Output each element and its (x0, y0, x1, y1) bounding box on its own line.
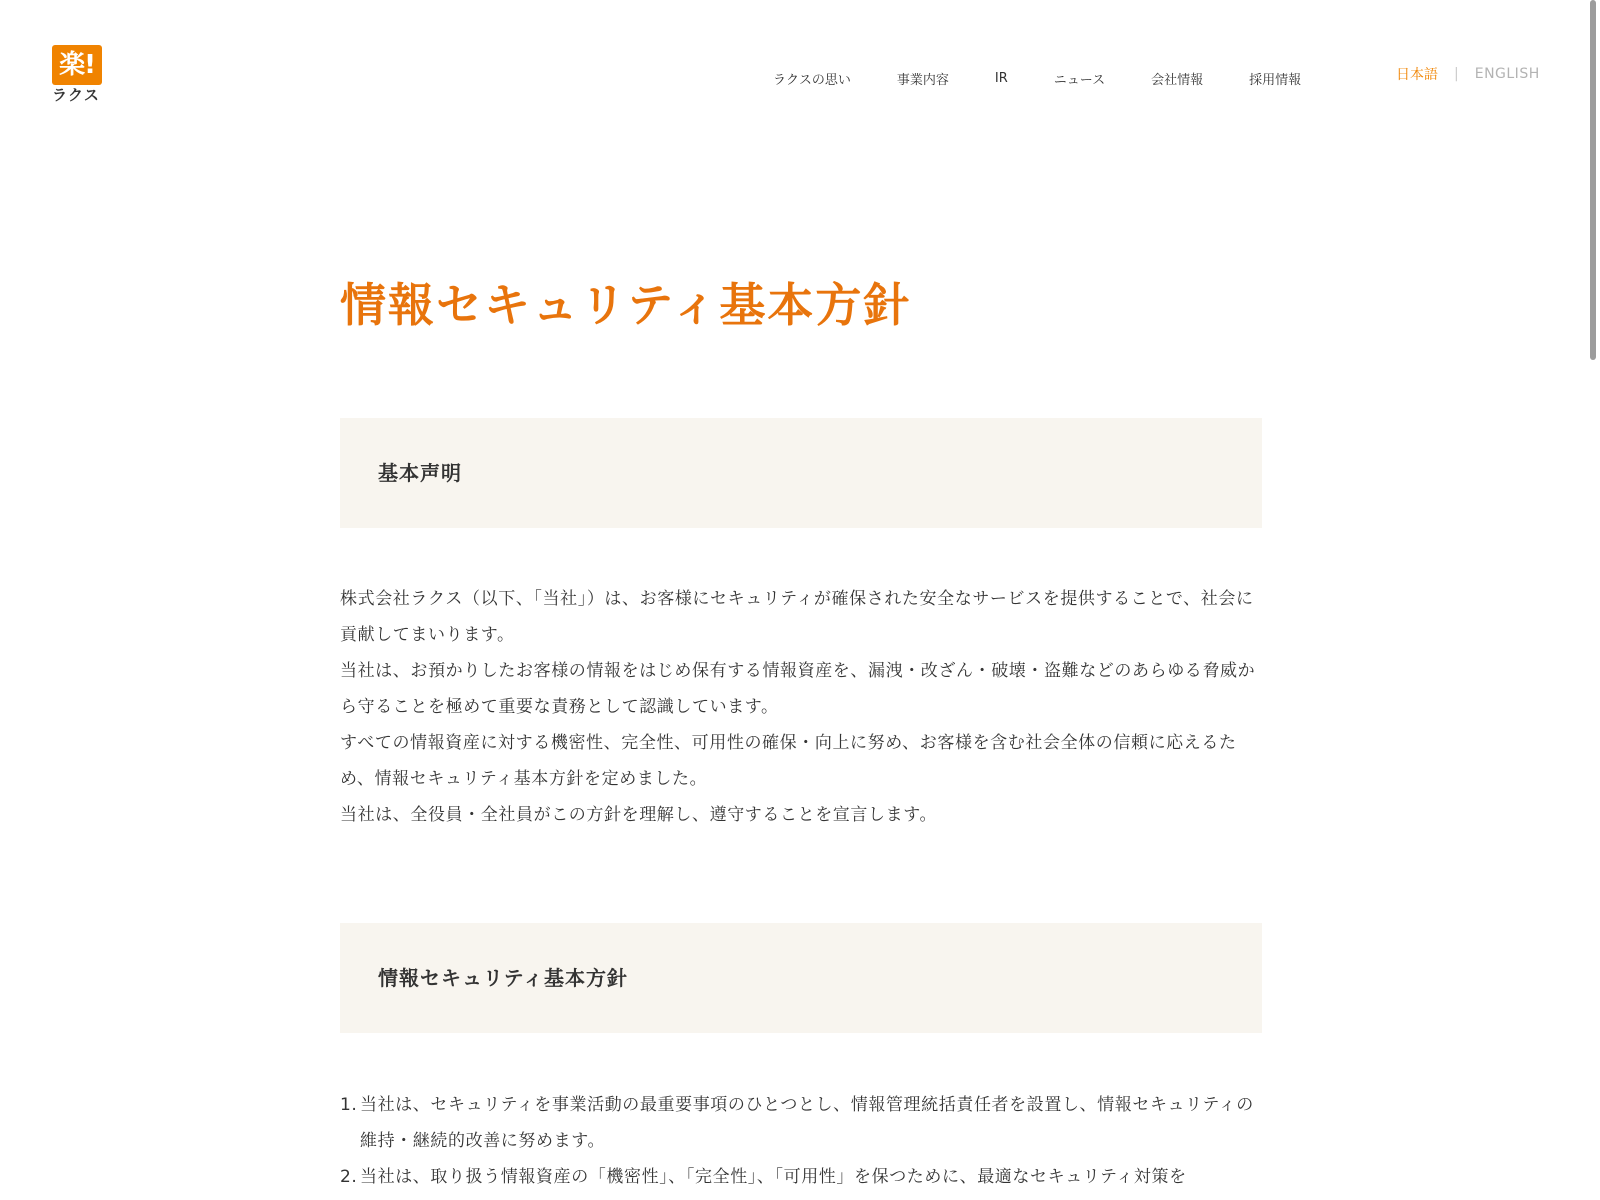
lang-japanese-link[interactable]: 日本語 (1396, 67, 1438, 83)
lang-english-link[interactable]: ENGLISH (1474, 66, 1540, 82)
list-item-text: 当社は、取り扱う情報資産の「機密性」、「完全性」、「可用性」を保つために、最適なセキュリティ対策を (360, 1167, 1187, 1187)
statement-paragraph: 株式会社ラクス（以下、「当社」）は、お客様にセキュリティが確保された安全なサービスを提供することで、社会に貢献してまいります。 (340, 589, 1254, 645)
section-header-basic-statement (340, 418, 1262, 528)
list-item-text: 当社は、セキュリティを事業活動の最重要事項のひとつとし、情報管理統括責任者を設置し、情報セキュリティの維持・継続的改善に努めます。 (360, 1095, 1254, 1151)
logo-mark: 楽! (52, 45, 102, 85)
statement-paragraph: すべての情報資産に対する機密性、完全性、可用性の確保・向上に努め、お客様を含む社会全体の信頼に応えるため、情報セキュリティ基本方針を定めました。 (340, 733, 1237, 789)
section-heading: 情報セキュリティ基本方針 (378, 966, 628, 990)
logo-text: ラクス (52, 86, 100, 104)
nav-item-news[interactable]: ニュース (1053, 72, 1106, 88)
lang-separator: | (1454, 66, 1459, 82)
nav-item-philosophy[interactable]: ラクスの思い (773, 72, 851, 88)
list-item-number: 1. (340, 1095, 358, 1115)
global-nav (773, 67, 1301, 89)
nav-item-recruit[interactable]: 採用情報 (1249, 72, 1302, 88)
statement-paragraph: 当社は、全役員・全社員がこの方針を理解し、遵守することを宣言します。 (340, 805, 938, 825)
statement-paragraph: 当社は、お預かりしたお客様の情報をはじめ保有する情報資産を、漏洩・改ざん・破壊・盗難などのあらゆる脅威から守ることを極めて重要な責務として認識しています。 (340, 661, 1256, 717)
policy-list (340, 1087, 1262, 1195)
nav-item-ir[interactable]: IR (994, 70, 1008, 86)
section-header-security-policy (340, 923, 1262, 1033)
nav-item-business[interactable]: 事業内容 (896, 72, 949, 88)
list-item (340, 1159, 1262, 1195)
list-item (340, 1087, 1262, 1159)
page-title: 情報セキュリティ基本方針 (340, 278, 912, 332)
basic-statement-body (340, 581, 1262, 833)
language-switcher (1396, 64, 1540, 84)
section-heading: 基本声明 (378, 461, 462, 485)
scrollbar-thumb[interactable] (1590, 0, 1596, 360)
company-logo[interactable] (52, 45, 104, 107)
nav-item-company[interactable]: 会社情報 (1151, 72, 1204, 88)
list-item-number: 2. (340, 1167, 358, 1187)
